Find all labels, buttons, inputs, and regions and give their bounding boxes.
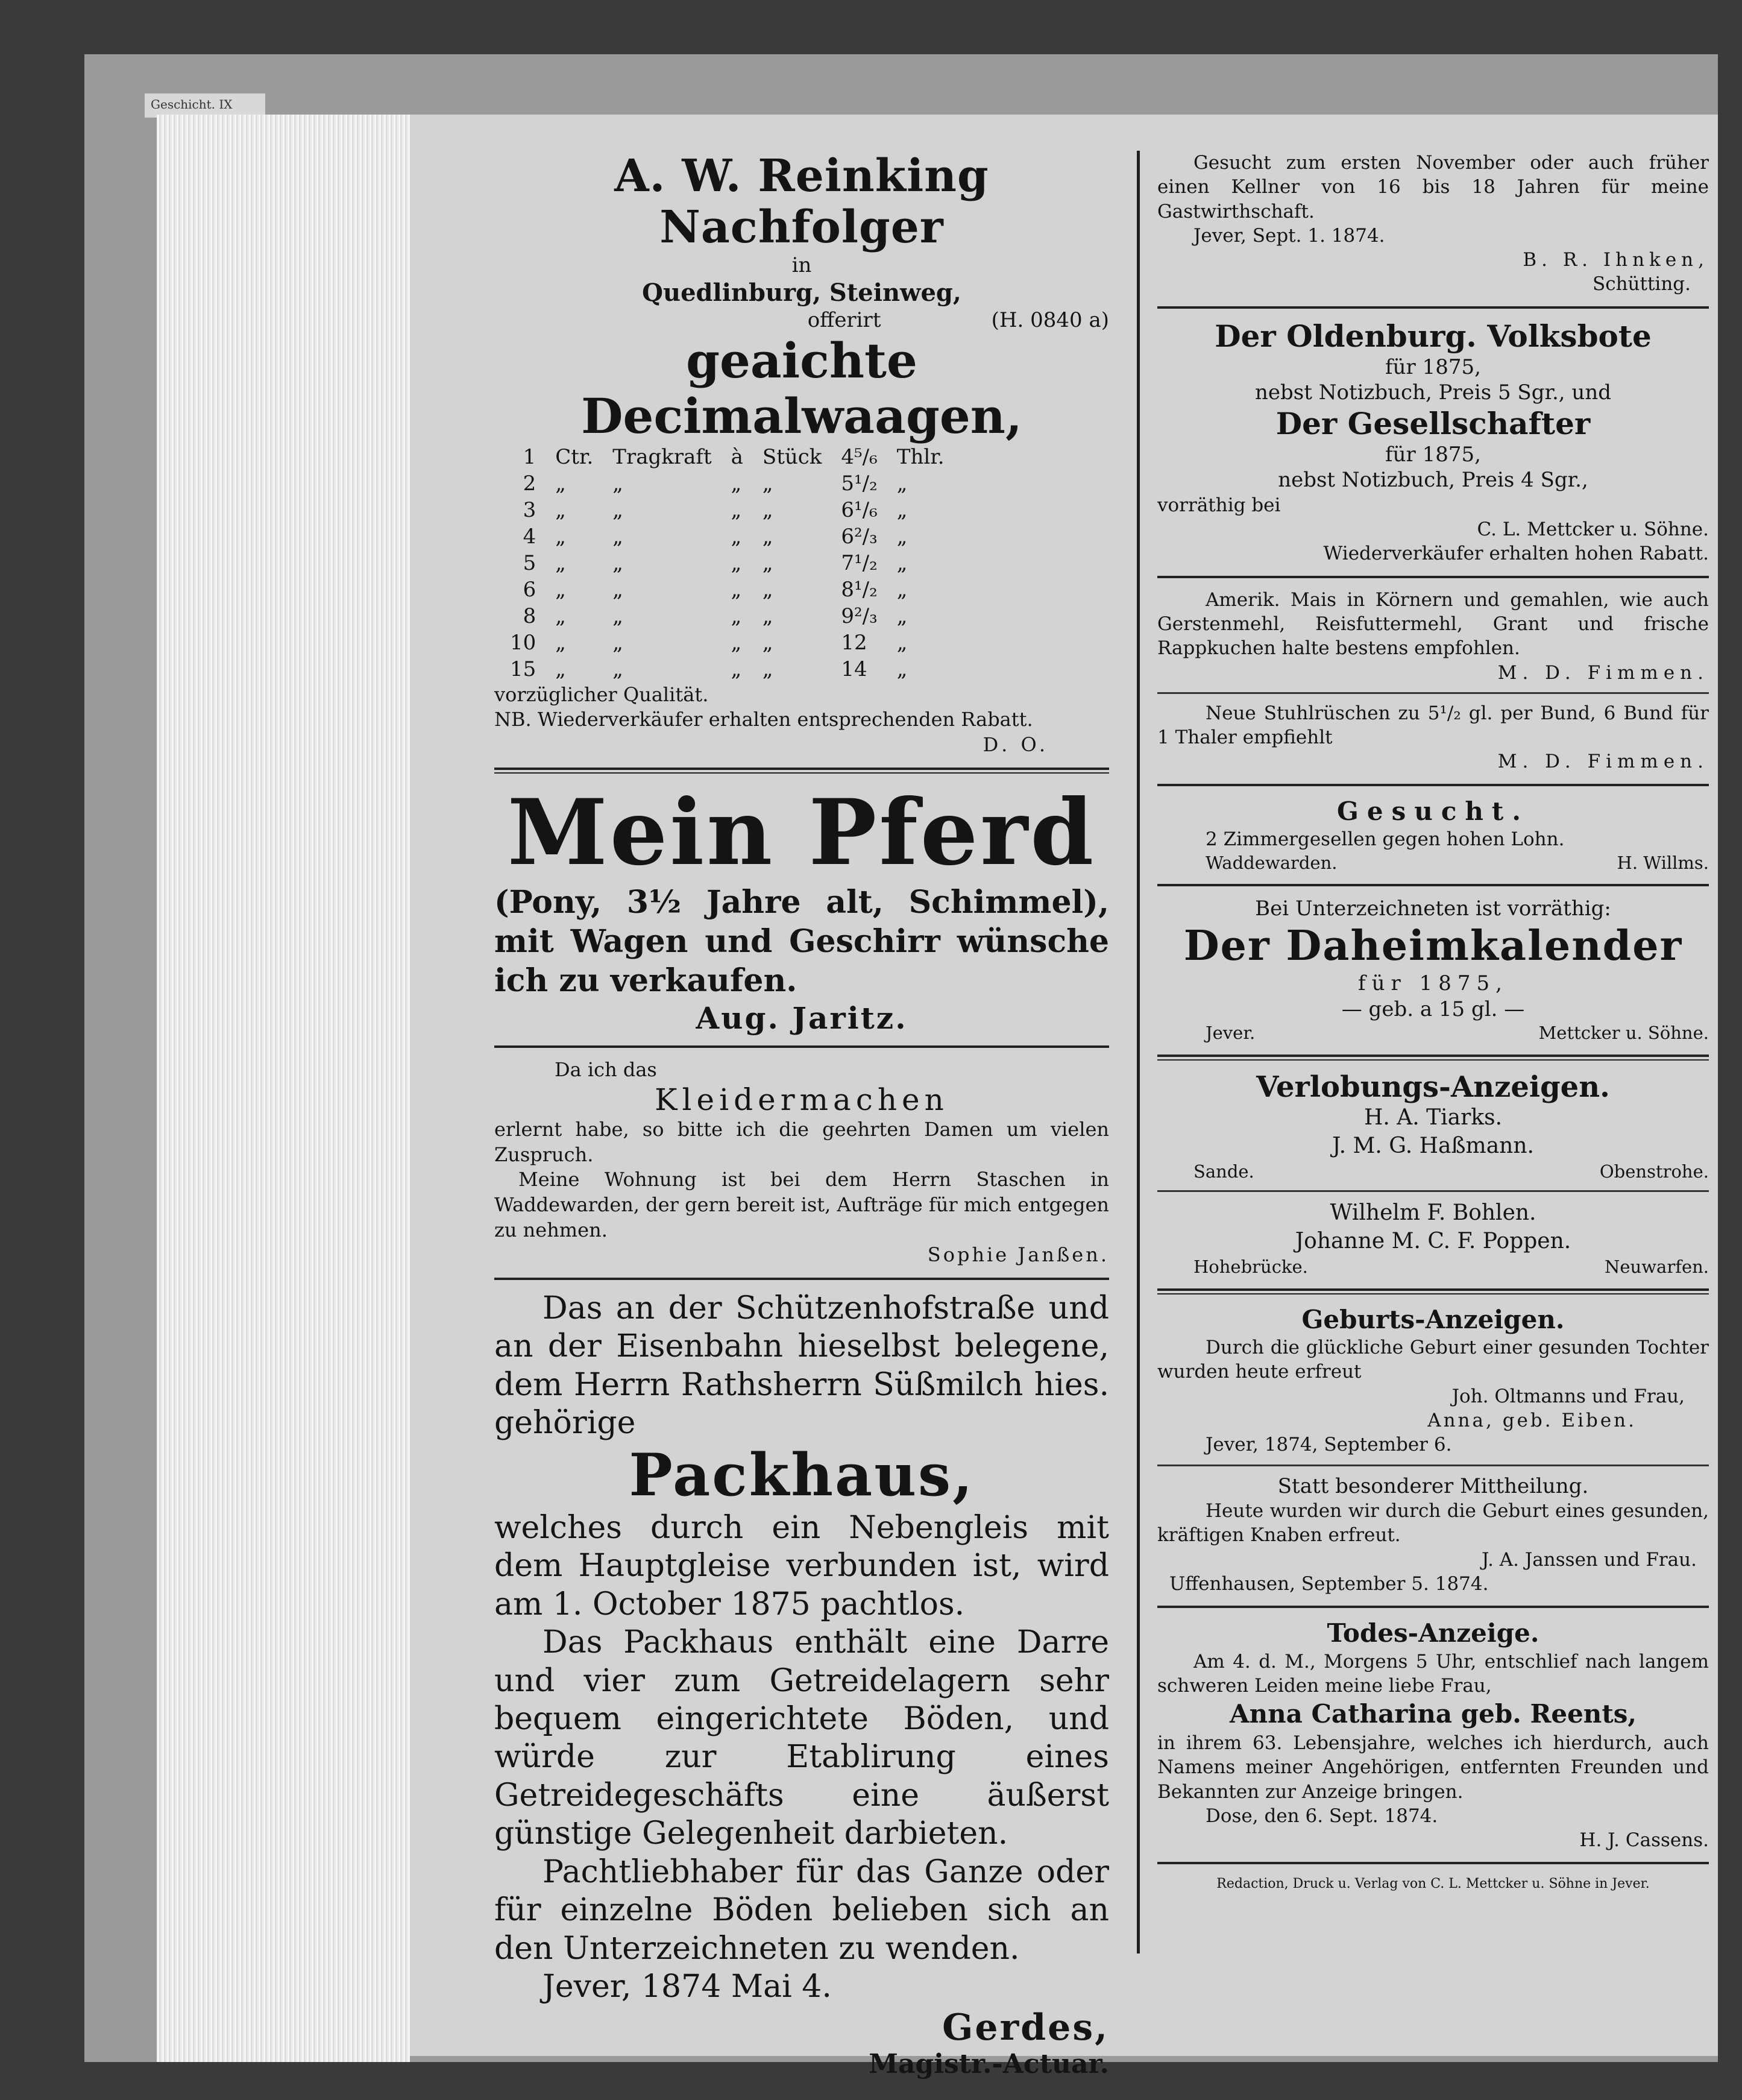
imprint: Redaction, Druck u. Verlag von C. L. Mettcker u. Söhne in Jever. [1216, 1876, 1650, 1892]
price-table-cell: „ [731, 550, 742, 575]
pferd-title: Mein Pferd [507, 779, 1096, 886]
reinking-location: Quedlinburg, Steinweg, [642, 278, 961, 307]
price-table-cell: „ [612, 604, 623, 628]
verlobung-place-2a: Hohebrücke. [1193, 1256, 1308, 1277]
kleider-body-1: erlernt habe, so bitte ich die geehrten Damen um vielen Zuspruch. [494, 1118, 1109, 1166]
price-table-cell: 8 [523, 604, 536, 628]
price-table-cell: „ [555, 550, 566, 575]
price-table-cell: „ [762, 497, 773, 522]
left-column [494, 151, 1109, 2080]
price-table-cell: Thlr. [896, 444, 945, 469]
price-table-cell: „ [896, 577, 908, 602]
price-table-cell: 12 [841, 630, 867, 655]
price-table-row [500, 550, 954, 576]
gesucht1-dateline: Jever, Sept. 1. 1874. [1193, 224, 1385, 247]
price-table-cell: „ [896, 657, 908, 681]
price-table-cell: „ [612, 471, 623, 496]
verlobung-place-1a: Sande. [1193, 1161, 1254, 1182]
price-table-cell: „ [612, 657, 623, 681]
verlobung-name-2a: Wilhelm F. Bohlen. [1330, 1200, 1536, 1226]
daheim-intro: Bei Unterzeichneten ist vorräthig: [1255, 897, 1611, 921]
reinking-price-table [500, 444, 954, 683]
geburt-name-3: J. A. Janssen und Frau. [1482, 1548, 1697, 1571]
price-table-cell: „ [762, 550, 773, 575]
price-table-cell: 2 [523, 471, 536, 496]
packhaus-signature: Gerdes, [942, 2006, 1109, 2049]
verlobung-name-1b: J. M. G. Haßmann. [1332, 1133, 1534, 1158]
price-table-cell: „ [762, 630, 773, 655]
gesucht2-body: 2 Zimmergesellen gegen hohen Lohn. [1206, 828, 1565, 851]
verlobung-place-2b: Neuwarfen. [1605, 1256, 1709, 1277]
kleider-title: Kleidermachen [655, 1082, 949, 1118]
tod-body-2: in ihrem 63. Lebensjahre, welches ich hierdurch, auch Namens meiner Angehörigen, entfernten Freunden und Bekannten zur Anzeige bringen. [1157, 1732, 1709, 1803]
verlobung-name-1a: H. A. Tiarks. [1363, 1105, 1503, 1130]
daheim-price: — geb. a 15 gl. — [1341, 997, 1525, 1021]
divider [1157, 306, 1709, 309]
price-table-cell: „ [555, 524, 566, 549]
price-table-cell: 8¹/₂ [841, 577, 878, 602]
price-table-cell: 7¹/₂ [841, 550, 878, 575]
page-edges [157, 115, 410, 2062]
price-table-cell: 1 [523, 444, 536, 469]
ad-gesucht-zimmergesellen [1157, 796, 1709, 874]
price-table-cell: „ [555, 630, 566, 655]
ad-gesucht-kellner [1157, 151, 1709, 297]
geburt-dateline-2: Uffenhausen, September 5. 1874. [1169, 1572, 1489, 1595]
price-table-row [500, 523, 954, 550]
ad-todesanzeige [1157, 1618, 1709, 1852]
ad-daheimkalender [1157, 896, 1709, 1045]
stuhl-signature: M. D. Fimmen. [1497, 751, 1709, 773]
volksbote-year: für 1875, [1385, 355, 1481, 379]
kleider-body-2: Meine Wohnung ist bei dem Herrn Staschen in Waddewarden, der gern bereit ist, Aufträge für mich entgegen zu nehmen. [494, 1168, 1109, 1241]
reinking-offer-row [494, 308, 1109, 333]
verlobung-places-2 [1157, 1256, 1709, 1279]
divider [1157, 884, 1709, 886]
divider [1157, 576, 1709, 578]
pferd-body: (Pony, 3½ Jahre alt, Schimmel), mit Wagen und Geschirr wünsche ich zu verkaufen. [494, 883, 1109, 999]
price-table-cell: 4⁵/₆ [841, 444, 878, 469]
price-table-cell: 5 [523, 550, 536, 575]
price-table-cell: 9²/₃ [841, 604, 878, 628]
reinking-offers: offerirt [807, 307, 881, 332]
ad-kleidermachen [494, 1058, 1109, 1268]
price-table-cell: „ [731, 471, 742, 496]
gesucht1-body: Gesucht zum ersten November oder auch früher einen Kellner von 16 bis 18 Jahren für meine Gastwirthschaft. [1157, 152, 1709, 222]
volksbote-price: nebst Notizbuch, Preis 5 Sgr., und [1255, 380, 1611, 405]
reinking-signature: D. O. [983, 733, 1049, 756]
geburt-title-2: Statt besonderer Mittheilung. [1277, 1474, 1589, 1498]
divider [1157, 1606, 1709, 1608]
packhaus-intro: Das an der Schützenhofstraße und an der Eisenbahn hieselbst belegene, dem Herrn Rathsherrn Süßmilch hies. gehörige [494, 1290, 1109, 1442]
price-table-row [500, 576, 954, 603]
tod-title: Todes-Anzeige. [1327, 1618, 1539, 1648]
packhaus-role: Magistr.-Actuar. [869, 2048, 1109, 2080]
price-table-cell: „ [731, 657, 742, 681]
divider [1157, 784, 1709, 786]
price-table-cell: „ [555, 604, 566, 628]
price-table-cell: „ [896, 630, 908, 655]
price-table-cell: „ [762, 524, 773, 549]
kleider-signature: Sophie Janßen. [927, 1243, 1109, 1267]
price-table-cell: „ [896, 497, 908, 522]
price-table-cell: „ [896, 524, 908, 549]
daheim-year: für 1875, [1358, 971, 1508, 996]
stuhl-body: Neue Stuhlrüschen zu 5¹/₂ gl. per Bund, 6 Bund für 1 Thaler empfiehlt [1157, 702, 1709, 749]
packhaus-dateline: Jever, 1874 Mai 4. [542, 1969, 832, 2005]
divider [1157, 1862, 1709, 1864]
price-table-row [500, 603, 954, 629]
packhaus-body-1: welches durch ein Nebengleis mit dem Hauptgleise verbunden ist, wird am 1. October 1875 pachtlos. [494, 1509, 1109, 1622]
mais-signature: M. D. Fimmen. [1497, 661, 1709, 684]
divider [1157, 1055, 1709, 1061]
geburt-name-2: Anna, geb. Eiben. [1427, 1409, 1637, 1431]
reinking-title: A. W. Reinking Nachfolger [614, 150, 989, 254]
price-table-cell: Tragkraft [612, 444, 712, 469]
packhaus-title: Packhaus, [629, 1441, 975, 1510]
gesellschafter-title: Der Gesellschafter [1275, 405, 1591, 441]
divider [1157, 1465, 1709, 1466]
daheim-title: Der Daheimkalender [1183, 921, 1683, 970]
price-table-cell: „ [762, 657, 773, 681]
price-table-cell: à [731, 444, 743, 469]
price-table-cell: 14 [841, 657, 867, 681]
tod-signature: H. J. Cassens. [1579, 1829, 1709, 1852]
price-table-row [500, 629, 954, 656]
geburt-dateline: Jever, 1874, September 6. [1206, 1434, 1452, 1456]
price-table-cell: Ctr. [555, 444, 594, 469]
divider [1157, 1288, 1709, 1294]
price-table-cell: „ [555, 577, 566, 602]
reinking-in: in [791, 253, 812, 278]
price-table-cell: „ [731, 524, 742, 549]
reinking-quality: vorzüglicher Qualität. [494, 683, 709, 706]
price-table-cell: Stück [762, 444, 822, 469]
price-table-cell: „ [731, 630, 742, 655]
price-table-cell: 5¹/₂ [841, 471, 878, 496]
price-table-cell: „ [731, 604, 742, 628]
gesucht1-place: Schütting. [1592, 273, 1691, 295]
kleider-intro: Da ich das [555, 1058, 657, 1081]
divider [494, 768, 1109, 774]
verlobung-name-2b: Johanne M. C. F. Poppen. [1295, 1229, 1571, 1254]
price-table-row [500, 656, 954, 683]
ad-reinking [494, 151, 1109, 758]
geburt-body-2: Heute wurden wir durch die Geburt eines gesunden, kräftigen Knaben erfreut. [1157, 1500, 1709, 1547]
price-table-row [500, 444, 954, 470]
price-table-cell: „ [612, 497, 623, 522]
gesellschafter-year: für 1875, [1385, 442, 1481, 467]
ad-geburt [1157, 1304, 1709, 1597]
gesucht2-title: Gesucht. [1337, 796, 1529, 826]
divider [494, 1045, 1109, 1048]
price-table-row [500, 470, 954, 497]
volksbote-title: Der Oldenburg. Volksbote [1215, 318, 1652, 354]
pferd-signature: Aug. Jaritz. [696, 1000, 908, 1036]
ad-stuhlrueschen [1157, 701, 1709, 774]
daheim-place: Jever. [1206, 1023, 1256, 1044]
column-divider [1137, 151, 1140, 1953]
price-table-cell: 6 [523, 577, 536, 602]
price-table-row [500, 497, 954, 523]
price-table-cell: „ [612, 577, 623, 602]
binding-tab-label: Geschicht. IX [145, 93, 265, 118]
ad-mais [1157, 588, 1709, 685]
daheim-seller: Mettcker u. Söhne. [1538, 1023, 1709, 1044]
right-column [1157, 151, 1709, 1891]
verlobung-places-1 [1157, 1161, 1709, 1184]
price-table-cell: „ [762, 604, 773, 628]
price-table-cell: „ [555, 657, 566, 681]
volksbote-rebate: Wiederverkäufer erhalten hohen Rabatt. [1323, 543, 1709, 565]
volksbote-stock: vorräthig bei [1157, 494, 1281, 516]
tod-name: Anna Catharina geb. Reents, [1230, 1699, 1637, 1729]
divider [1157, 692, 1709, 694]
divider [494, 1278, 1109, 1280]
price-table-cell: „ [896, 550, 908, 575]
mais-body: Amerik. Mais in Körnern und gemahlen, wie auch Gerstenmehl, Reisfuttermehl, Grant und frische Rappkuchen halte bestens empfohlen. [1157, 588, 1709, 660]
ad-volksbote [1157, 318, 1709, 566]
reinking-nb: NB. Wiederverkäufer erhalten entsprechenden Rabatt. [494, 708, 1033, 731]
price-table-cell: „ [612, 524, 623, 549]
geburt-title: Geburts-Anzeigen. [1301, 1304, 1565, 1334]
divider [1157, 1190, 1709, 1192]
reinking-product: geaichte Decimalwaagen, [581, 332, 1022, 444]
packhaus-body-2: Das Packhaus enthält eine Darre und vier zum Getreidelagern sehr bequem eingerichtete Böden, und würde zur Etablirung eines Getreidegeschäfts eine äußerst günstige Gelegenheit darbieten. [494, 1624, 1109, 1852]
tod-body-1: Am 4. d. M., Morgens 5 Uhr, entschlief nach langem schweren Leiden meine liebe Frau, [1157, 1650, 1709, 1697]
price-table-cell: 15 [510, 657, 536, 681]
ad-packhaus [494, 1290, 1109, 2080]
gesucht2-place: Waddewarden. [1206, 852, 1338, 873]
ad-verlobung [1157, 1070, 1709, 1279]
ad-pferd [494, 779, 1109, 1036]
price-table-cell: 10 [510, 630, 536, 655]
verlobung-place-1b: Obenstrohe. [1599, 1161, 1709, 1182]
price-table-cell: „ [896, 471, 908, 496]
tod-dateline: Dose, den 6. Sept. 1874. [1206, 1805, 1438, 1827]
verlobung-title: Verlobungs-Anzeigen. [1256, 1070, 1610, 1105]
price-table-cell: 4 [523, 524, 536, 549]
geburt-name-1: Joh. Oltmanns und Frau, [1451, 1385, 1685, 1407]
gesucht1-name: B. R. Ihnken, [1523, 249, 1709, 271]
price-table-cell: „ [612, 550, 623, 575]
reinking-code: (H. 0840 a) [991, 307, 1109, 332]
daheim-footer [1157, 1022, 1709, 1045]
price-table-cell: „ [731, 577, 742, 602]
gesucht2-footer [1157, 852, 1709, 875]
price-table-cell: „ [762, 577, 773, 602]
price-table-cell: „ [555, 497, 566, 522]
volksbote-seller: C. L. Mettcker u. Söhne. [1477, 519, 1709, 541]
price-table-cell: „ [612, 630, 623, 655]
price-table-cell: 3 [523, 497, 536, 522]
price-table-cell: „ [731, 497, 742, 522]
price-table-cell: „ [896, 604, 908, 628]
packhaus-body-3: Pachtliebhaber für das Ganze oder für einzelne Böden belieben sich an den Unterzeichneten zu wenden. [494, 1853, 1109, 1967]
gesucht2-name: H. Willms. [1617, 852, 1709, 873]
geburt-body: Durch die glückliche Geburt einer gesunden Tochter wurden heute erfreut [1157, 1337, 1709, 1383]
gesellschafter-price: nebst Notizbuch, Preis 4 Sgr., [1278, 468, 1588, 493]
price-table-cell: 6²/₃ [841, 524, 878, 549]
price-table-cell: „ [762, 471, 773, 496]
price-table-cell: 6¹/₆ [841, 497, 878, 522]
price-table-cell: „ [555, 471, 566, 496]
